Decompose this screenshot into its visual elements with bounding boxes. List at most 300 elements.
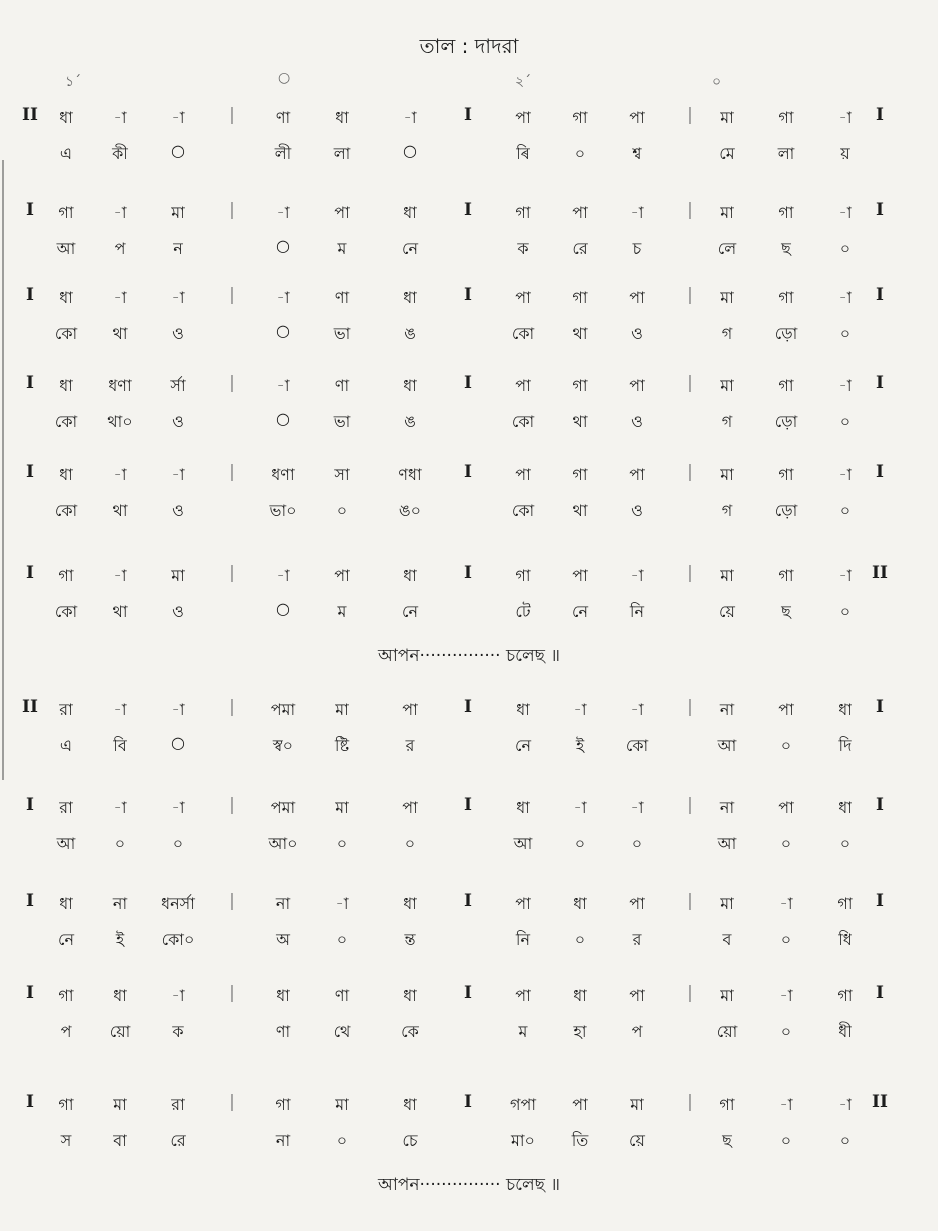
lyric-syllable: ঙ০	[398, 501, 422, 520]
bar-line: I	[464, 1092, 472, 1112]
lyric-syllable: ০	[780, 1022, 792, 1041]
swara-note: পা	[515, 894, 531, 913]
swara-note: পা	[629, 894, 645, 913]
lyric-syllable: ক	[172, 1022, 184, 1041]
swara-note: পা	[572, 566, 588, 585]
lyric-syllable: ভা	[333, 412, 351, 431]
swara-note: রা	[171, 1095, 185, 1114]
swara-note: -া	[838, 1095, 852, 1114]
lyric-syllable: ○	[276, 599, 290, 618]
lyric-syllable: থে	[333, 1022, 351, 1041]
tala-marker: ২´	[515, 74, 532, 90]
bar-line: I	[464, 200, 472, 220]
lyric-syllable: ই	[575, 736, 585, 755]
lyric-syllable: ও	[172, 501, 184, 520]
swara-note: মা	[720, 894, 734, 913]
swara-note: মা	[720, 465, 734, 484]
bar-line: II	[872, 1092, 888, 1112]
lyric-syllable: নি	[629, 602, 645, 621]
bar-line: I	[26, 563, 34, 583]
lyric-syllable: ০	[336, 1131, 348, 1150]
lyric-syllable: ০	[114, 834, 126, 853]
swara-note: পা	[515, 986, 531, 1005]
swara-note: -া	[838, 288, 852, 307]
lyric-syllable: নি	[515, 930, 531, 949]
lyric-syllable: ষ্টি	[334, 736, 350, 755]
swara-note: পা	[334, 203, 350, 222]
lyric-syllable: য়ে	[719, 602, 735, 621]
bar-line: I	[464, 697, 472, 717]
tala-marker: ১´	[65, 74, 82, 90]
lyric-syllable: ০	[336, 930, 348, 949]
lyric-syllable: ঙ	[404, 412, 416, 431]
swara-note: গা	[719, 1095, 735, 1114]
swara-note: গা	[778, 465, 794, 484]
lyric-syllable: ড়ো	[774, 324, 798, 343]
swara-note: পা	[402, 700, 418, 719]
swara-note: ধা	[403, 986, 417, 1005]
lyric-syllable: ড়ো	[774, 412, 798, 431]
swara-note: -া	[171, 986, 185, 1005]
lyric-syllable: গ	[721, 501, 733, 520]
lyric-syllable: চে	[402, 1131, 418, 1150]
lyric-syllable: ম	[518, 1022, 528, 1041]
lyric-syllable: থা০	[107, 412, 133, 431]
swara-note: ধা	[403, 894, 417, 913]
lyric-syllable: ন্ত	[404, 930, 416, 949]
swara-note: গা	[572, 288, 588, 307]
swara-note: ধা	[516, 700, 530, 719]
swara-note: -া	[335, 894, 349, 913]
swara-note: মা	[720, 376, 734, 395]
bar-line: |	[229, 1092, 235, 1112]
swara-note: পা	[629, 465, 645, 484]
lyric-syllable: ○	[276, 409, 290, 428]
bar-line: II	[22, 105, 38, 125]
lyric-syllable: বি	[113, 736, 127, 755]
lyric-syllable: লী	[274, 144, 292, 163]
bar-line: |	[687, 563, 693, 583]
swara-note: পা	[515, 465, 531, 484]
lyric-syllable: ○	[276, 236, 290, 255]
swara-note: গা	[837, 986, 853, 1005]
refrain-line: আপন··············· চলেছ ॥	[378, 646, 560, 666]
lyric-syllable: ব	[722, 930, 732, 949]
lyric-syllable: নে	[401, 602, 419, 621]
swara-note: রা	[59, 798, 73, 817]
swara-note: ধা	[59, 465, 73, 484]
bar-line: I	[26, 285, 34, 305]
bar-line: I	[26, 462, 34, 482]
lyric-syllable: ধী	[838, 1022, 852, 1041]
bar-line: |	[229, 891, 235, 911]
lyric-syllable: ০	[839, 324, 851, 343]
swara-note: মা	[720, 108, 734, 127]
tala-marker: ০	[712, 74, 722, 90]
bar-line: I	[26, 200, 34, 220]
swara-note: -া	[113, 288, 127, 307]
bar-line: |	[229, 697, 235, 717]
bar-line: |	[229, 285, 235, 305]
lyric-syllable: ○	[171, 141, 185, 160]
lyric-syllable: প	[60, 1022, 72, 1041]
bar-line: I	[876, 462, 884, 482]
swara-note: ধণা	[108, 376, 132, 395]
lyric-syllable: প	[114, 239, 126, 258]
bar-line: |	[687, 795, 693, 815]
swara-note: পা	[629, 108, 645, 127]
swara-note: না	[112, 894, 128, 913]
notation-row	[0, 373, 938, 443]
swara-note: গা	[778, 376, 794, 395]
swara-note: -া	[276, 203, 290, 222]
swara-note: পা	[515, 288, 531, 307]
page-title: তাল : দাদরা	[419, 34, 519, 58]
swara-note: ধা	[113, 986, 127, 1005]
bar-line: I	[464, 462, 472, 482]
swara-note: র্সা	[170, 376, 186, 395]
swara-note: -া	[630, 566, 644, 585]
swara-note: না	[719, 798, 735, 817]
lyric-syllable: ○	[171, 733, 185, 752]
swara-note: মা	[720, 566, 734, 585]
lyric-syllable: আ	[56, 834, 76, 853]
lyric-syllable: ০	[172, 834, 184, 853]
lyric-syllable: থা	[112, 324, 128, 343]
lyric-syllable: গ	[721, 324, 733, 343]
lyric-syllable: মা০	[511, 1131, 535, 1150]
swara-note: গা	[58, 566, 74, 585]
lyric-syllable: না	[275, 1131, 291, 1150]
swara-note: মা	[720, 986, 734, 1005]
notation-row	[0, 795, 938, 865]
lyric-syllable: শ্ব	[632, 144, 642, 163]
swara-note: ণা	[334, 288, 350, 307]
lyric-syllable: ০	[839, 1131, 851, 1150]
lyric-syllable: ও	[172, 324, 184, 343]
lyric-syllable: ছ	[781, 602, 791, 621]
swara-note: পা	[778, 798, 794, 817]
bar-line: I	[876, 983, 884, 1003]
swara-note: মা	[335, 700, 349, 719]
bar-line: |	[687, 1092, 693, 1112]
lyric-syllable: ০	[574, 144, 586, 163]
lyric-syllable: অ	[276, 930, 290, 949]
lyric-syllable: য়ো	[716, 1022, 738, 1041]
bar-line: I	[876, 200, 884, 220]
lyric-syllable: কো	[511, 324, 535, 343]
swara-note: ধা	[59, 894, 73, 913]
swara-note: মা	[171, 566, 185, 585]
bar-line: I	[464, 105, 472, 125]
lyric-syllable: লা	[777, 144, 795, 163]
swara-note: -া	[779, 986, 793, 1005]
swara-note: ণা	[334, 376, 350, 395]
swara-note: -া	[276, 376, 290, 395]
lyric-syllable: মে	[719, 144, 735, 163]
bar-line: |	[687, 697, 693, 717]
swara-note: গা	[572, 376, 588, 395]
swara-note: -া	[113, 566, 127, 585]
tala-marker: ○	[278, 70, 291, 86]
swara-note: -া	[171, 288, 185, 307]
lyric-syllable: বা	[113, 1131, 127, 1150]
lyric-syllable: ছ	[722, 1131, 732, 1150]
bar-line: I	[26, 891, 34, 911]
bar-line: |	[687, 105, 693, 125]
bar-line: |	[687, 373, 693, 393]
lyric-syllable: র	[632, 930, 642, 949]
lyric-syllable: নে	[514, 736, 532, 755]
bar-line: |	[687, 285, 693, 305]
lyric-syllable: কো	[54, 501, 78, 520]
notation-row	[0, 105, 938, 175]
lyric-syllable: আ	[717, 834, 737, 853]
lyric-syllable: ৰি	[516, 144, 530, 163]
lyric-syllable: র	[405, 736, 415, 755]
lyric-syllable: ○	[403, 141, 417, 160]
swara-note: ধা	[573, 986, 587, 1005]
lyric-syllable: কো০	[161, 930, 195, 949]
bar-line: I	[876, 891, 884, 911]
swara-note: -া	[630, 700, 644, 719]
swara-note: পা	[629, 288, 645, 307]
lyric-syllable: এ	[59, 736, 73, 755]
lyric-syllable: থা	[572, 412, 588, 431]
refrain-line: আপন··············· চলেছ ॥	[378, 1175, 560, 1195]
swara-note: মা	[171, 203, 185, 222]
lyric-syllable: ছ	[781, 239, 791, 258]
lyric-syllable: থা	[112, 501, 128, 520]
lyric-syllable: ০	[631, 834, 643, 853]
lyric-syllable: ০	[336, 834, 348, 853]
lyric-syllable: ০	[839, 834, 851, 853]
swara-note: -া	[779, 894, 793, 913]
swara-note: পা	[515, 376, 531, 395]
swara-note: ধা	[403, 376, 417, 395]
notation-row	[0, 285, 938, 355]
lyric-syllable: ও	[631, 501, 643, 520]
swara-note: গা	[58, 986, 74, 1005]
lyric-syllable: কো	[511, 412, 535, 431]
swara-note: ধা	[403, 203, 417, 222]
swara-note: -া	[573, 700, 587, 719]
lyric-syllable: ধি	[838, 930, 852, 949]
swara-note: মা	[335, 1095, 349, 1114]
lyric-syllable: ও	[631, 324, 643, 343]
swara-note: -া	[113, 700, 127, 719]
lyric-syllable: ভা০	[269, 501, 297, 520]
swara-note: গা	[778, 203, 794, 222]
swara-note: গা	[515, 566, 531, 585]
lyric-syllable: টে	[515, 602, 531, 621]
lyric-syllable: থা	[112, 602, 128, 621]
swara-note: ধা	[403, 566, 417, 585]
swara-note: -া	[113, 108, 127, 127]
lyric-syllable: ন	[173, 239, 183, 258]
swara-note: -া	[171, 108, 185, 127]
notation-row	[0, 983, 938, 1053]
swara-note: -া	[276, 288, 290, 307]
notation-row	[0, 200, 938, 270]
bar-line: II	[22, 697, 38, 717]
lyric-syllable: আ	[56, 239, 76, 258]
bar-line: |	[687, 462, 693, 482]
swara-note: ধা	[403, 1095, 417, 1114]
lyric-syllable: ০	[780, 736, 792, 755]
swara-note: -া	[171, 465, 185, 484]
swara-note: ণা	[334, 986, 350, 1005]
lyric-syllable: কো	[625, 736, 649, 755]
lyric-syllable: ○	[276, 321, 290, 340]
bar-line: I	[876, 105, 884, 125]
bar-line: I	[26, 373, 34, 393]
swara-note: -া	[630, 798, 644, 817]
lyric-syllable: ০	[336, 501, 348, 520]
lyric-syllable: ০	[780, 930, 792, 949]
lyric-syllable: ম	[337, 602, 347, 621]
lyric-syllable: স্ব০	[272, 736, 294, 755]
swara-note: -া	[113, 798, 127, 817]
swara-note: ধণা	[271, 465, 295, 484]
bar-line: I	[464, 891, 472, 911]
lyric-syllable: থা	[572, 324, 588, 343]
bar-line: I	[464, 285, 472, 305]
swara-note: -া	[113, 465, 127, 484]
lyric-syllable: ০	[839, 602, 851, 621]
swara-note: গা	[58, 1095, 74, 1114]
swara-note: -া	[171, 798, 185, 817]
swara-note: -া	[573, 798, 587, 817]
swara-note: গা	[837, 894, 853, 913]
notation-row	[0, 563, 938, 633]
swara-note: -া	[838, 108, 852, 127]
swara-note: পমা	[270, 700, 296, 719]
swara-note: গা	[778, 566, 794, 585]
lyric-syllable: য়ে	[629, 1131, 645, 1150]
lyric-syllable: ভা	[333, 324, 351, 343]
swara-note: -া	[113, 203, 127, 222]
lyric-syllable: ড়ো	[774, 501, 798, 520]
lyric-syllable: নে	[57, 930, 75, 949]
swara-note: ধনর্সা	[161, 894, 195, 913]
lyric-syllable: ০	[780, 834, 792, 853]
lyric-syllable: রে	[572, 239, 588, 258]
swara-note: -া	[171, 700, 185, 719]
swara-note: পমা	[270, 798, 296, 817]
notation-row	[0, 697, 938, 767]
swara-note: ধা	[335, 108, 349, 127]
bar-line: I	[464, 795, 472, 815]
lyric-syllable: লা	[333, 144, 351, 163]
notation-row	[0, 1092, 938, 1162]
swara-note: ধা	[59, 288, 73, 307]
lyric-syllable: রে	[170, 1131, 186, 1150]
lyric-syllable: ই	[115, 930, 125, 949]
swara-note: মা	[720, 203, 734, 222]
swara-note: -া	[630, 203, 644, 222]
swara-note: মা	[335, 798, 349, 817]
bar-line: |	[229, 105, 235, 125]
lyric-syllable: কো	[54, 412, 78, 431]
lyric-syllable: থা	[572, 501, 588, 520]
bar-line: I	[464, 983, 472, 1003]
swara-note: পা	[572, 1095, 588, 1114]
bar-line: I	[876, 795, 884, 815]
lyric-syllable: ০	[574, 930, 586, 949]
lyric-syllable: ০	[839, 501, 851, 520]
lyric-syllable: তি	[571, 1131, 589, 1150]
swara-note: মা	[720, 288, 734, 307]
bar-line: I	[464, 563, 472, 583]
bar-line: I	[876, 285, 884, 305]
swara-note: না	[275, 894, 291, 913]
bar-line: I	[26, 795, 34, 815]
lyric-syllable: নে	[571, 602, 589, 621]
swara-note: মা	[113, 1095, 127, 1114]
swara-note: -া	[403, 108, 417, 127]
lyric-syllable: ম	[337, 239, 347, 258]
lyric-syllable: কী	[112, 144, 128, 163]
bar-line: |	[687, 891, 693, 911]
lyric-syllable: য়ো	[109, 1022, 131, 1041]
lyric-syllable: দি	[838, 736, 852, 755]
swara-note: ধা	[403, 288, 417, 307]
lyric-syllable: ও	[172, 412, 184, 431]
lyric-syllable: ঙ	[404, 324, 416, 343]
swara-note: গা	[572, 108, 588, 127]
swara-note: ণা	[275, 108, 291, 127]
lyric-syllable: ও	[631, 412, 643, 431]
lyric-syllable: কো	[54, 602, 78, 621]
notation-row	[0, 891, 938, 961]
swara-note: পা	[629, 986, 645, 1005]
bar-line: |	[229, 563, 235, 583]
lyric-syllable: কে	[401, 1022, 419, 1041]
lyric-syllable: য়	[840, 144, 850, 163]
lyric-syllable: প	[631, 1022, 643, 1041]
lyric-syllable: ও	[172, 602, 184, 621]
lyric-syllable: কো	[54, 324, 78, 343]
bar-line: |	[229, 795, 235, 815]
swara-note: সা	[334, 465, 350, 484]
swara-note: -া	[838, 566, 852, 585]
lyric-syllable: ০	[574, 834, 586, 853]
swara-note: গা	[275, 1095, 291, 1114]
swara-note: পা	[572, 203, 588, 222]
bar-line: |	[687, 200, 693, 220]
swara-note: গা	[778, 108, 794, 127]
swara-note: মা	[630, 1095, 644, 1114]
swara-note: গা	[778, 288, 794, 307]
lyric-syllable: লে	[717, 239, 737, 258]
lyric-syllable: আ০	[268, 834, 298, 853]
lyric-syllable: হা	[573, 1022, 587, 1041]
swara-note: গা	[572, 465, 588, 484]
lyric-syllable: ০	[780, 1131, 792, 1150]
swara-note: গা	[515, 203, 531, 222]
bar-line: |	[229, 462, 235, 482]
swara-note: -া	[838, 465, 852, 484]
swara-note: গা	[58, 203, 74, 222]
bar-line: |	[229, 373, 235, 393]
lyric-syllable: কো	[511, 501, 535, 520]
lyric-syllable: ০	[839, 239, 851, 258]
swara-note: ধা	[573, 894, 587, 913]
lyric-syllable: ণা	[275, 1022, 291, 1041]
bar-line: |	[229, 200, 235, 220]
lyric-syllable: ০	[839, 412, 851, 431]
